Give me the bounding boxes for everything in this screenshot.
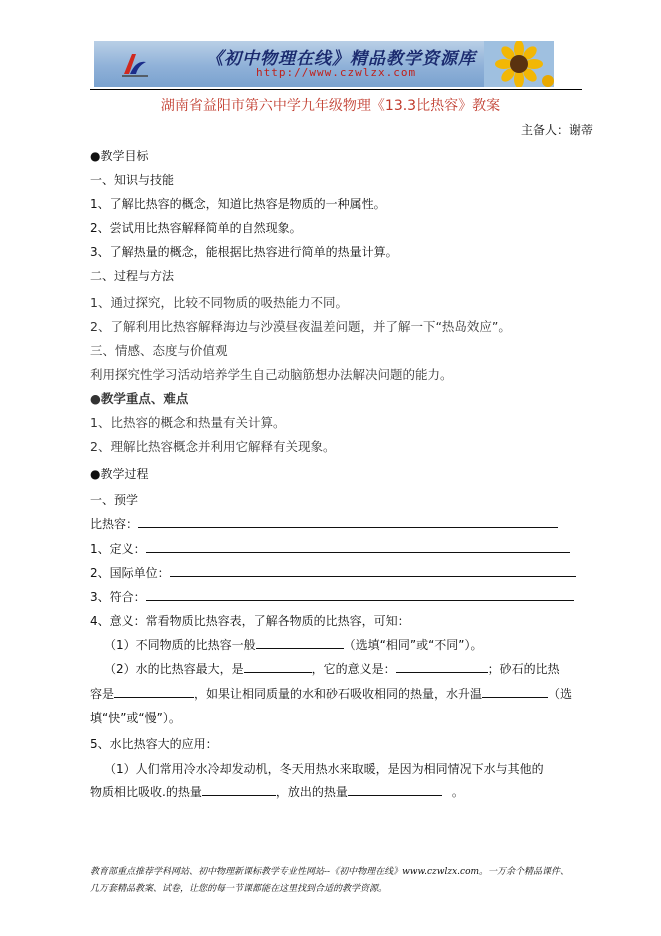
answer-blank-symbol[interactable] <box>146 588 574 601</box>
key-points-heading: ●教学重点、难点 <box>90 391 189 406</box>
attitude-item-1: 利用探究性学习活动培养学生自己动脑筋想办法解决问题的能力。 <box>90 367 453 382</box>
question-meaning: 4、意义：常看物质比热容表，了解各物质的比热容，可知： <box>90 614 410 628</box>
meaning-item-2-cont <box>90 685 572 702</box>
meaning-item-2-sand-label: ；砂石的比热 <box>487 662 560 676</box>
answer-blank-definition[interactable] <box>146 540 570 553</box>
meaning-item-1-hint: （选填“相同”或“不同”）。 <box>343 638 483 652</box>
application-item-1-cont <box>90 783 464 800</box>
process-heading: 二、过程与方法 <box>90 269 175 283</box>
application-item-1: （1）人们常用冷水冷却发动机，冬天用热水来取暖，是因为相同情况下水与其他的 <box>104 762 544 776</box>
meaning-item-2 <box>104 660 560 677</box>
application-absorb-label: 物质相比吸收.的热量 <box>90 785 202 799</box>
answer-blank-water-value[interactable] <box>244 660 312 673</box>
answer-blank-specific-heat[interactable] <box>138 515 558 528</box>
answer-blank-sand-value[interactable] <box>114 685 194 698</box>
application-heading: 5、水比热容大的应用： <box>90 737 218 751</box>
question-unit <box>90 564 576 581</box>
header-banner <box>94 41 554 87</box>
sunflower-icon <box>484 41 554 87</box>
meaning-item-2-cont-text: 容是 <box>90 687 115 701</box>
knowledge-item-1: 1、了解比热容的概念，知道比热容是物质的一种属性。 <box>90 197 386 211</box>
process-section-heading: ●教学过程 <box>90 467 149 481</box>
goals-heading: ●教学目标 <box>90 149 149 163</box>
application-release-label: ，放出的热量 <box>275 785 348 799</box>
answer-blank-release[interactable] <box>348 783 442 796</box>
answer-blank-absorb[interactable] <box>202 783 276 796</box>
answer-blank-same-different[interactable] <box>256 636 344 649</box>
question-specific-heat <box>90 515 558 532</box>
meaning-item-1-text: （1）不同物质的比热容一般 <box>104 638 256 652</box>
site-logo-icon <box>120 50 150 78</box>
question-definition-label: 1、定义： <box>90 542 146 556</box>
process-item-1: 1、通过探究，比较不同物质的吸热能力不同。 <box>90 295 348 310</box>
answer-blank-temp-rise[interactable] <box>482 685 548 698</box>
meaning-item-2-meaning-label: ，它的意义是： <box>311 662 396 676</box>
preview-heading: 一、预学 <box>90 493 139 507</box>
attitude-heading: 三、情感、态度与价值观 <box>90 343 228 358</box>
footer-line-2: 几万套精品教案、试卷，让您的每一节课都能在这里找到合适的教学资源。 <box>90 884 388 894</box>
answer-blank-unit[interactable] <box>170 564 576 577</box>
question-symbol <box>90 588 574 605</box>
page-footer <box>90 864 569 898</box>
footer-line-1: 教育部重点推荐学科网站、初中物理新课标教学专业性网站--《初中物理在线》www.czwlzx.com。一万余个精品课件、 <box>90 867 570 877</box>
header-rule <box>90 89 582 90</box>
knowledge-heading: 一、知识与技能 <box>90 173 175 187</box>
meaning-item-2-text: （2）水的比热容最大，是 <box>104 662 244 676</box>
question-definition <box>90 540 570 557</box>
question-unit-label: 2、国际单位： <box>90 566 170 580</box>
banner-url: http://www.czwlzx.com <box>256 66 417 79</box>
question-specific-heat-label: 比热容： <box>90 517 139 531</box>
key-point-2: 2、理解比热容概念并利用它解释有关现象。 <box>90 439 336 454</box>
meaning-item-1 <box>104 636 483 653</box>
meaning-item-2-hint: 填“快”或“慢”）。 <box>90 711 181 725</box>
answer-blank-water-meaning[interactable] <box>396 660 488 673</box>
process-item-2: 2、了解利用比热容解释海边与沙漠昼夜温差问题，并了解一下“热岛效应”。 <box>90 319 511 334</box>
author-line: 主备人：谢蒂 <box>520 123 593 137</box>
question-symbol-label: 3、符合： <box>90 590 146 604</box>
meaning-item-2-hint-start: （选 <box>548 687 573 701</box>
knowledge-item-2: 2、尝试用比热容解释简单的自然现象。 <box>90 221 302 235</box>
application-end-mark: 。 <box>451 785 464 799</box>
document-title: 湖南省益阳市第六中学九年级物理《13.3比热容》教案 <box>160 98 501 114</box>
key-point-1: 1、比热容的概念和热量有关计算。 <box>90 415 286 430</box>
banner-title: 《初中物理在线》精品教学资源库 <box>206 49 476 69</box>
knowledge-item-3: 3、了解热量的概念，能根据比热容进行简单的热量计算。 <box>90 245 398 259</box>
meaning-item-2-temp-text: ，如果让相同质量的水和砂石吸收相同的热量，水升温 <box>194 687 483 701</box>
